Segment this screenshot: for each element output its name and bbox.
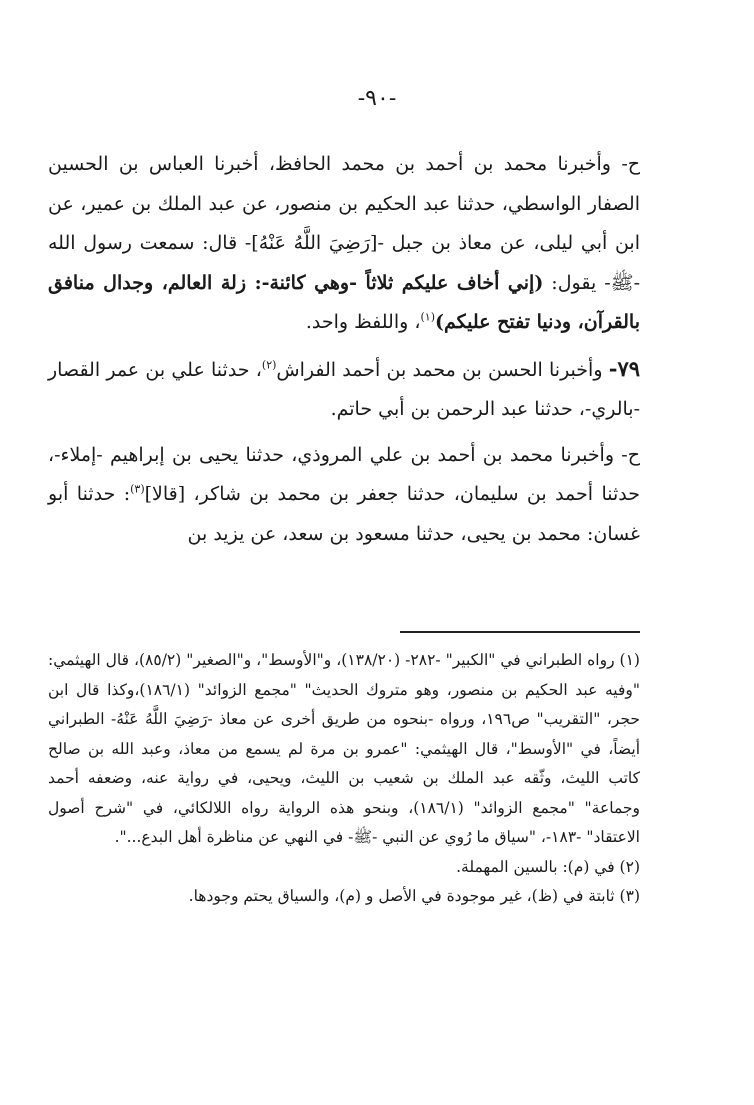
hadith-number: ٧٩-: [608, 355, 640, 381]
footnote-1: (١) رواه الطبراني في "الكبير" -٢٨٢- (١٣٨/٢٠)، و"الأوسط"، و"الصغير" (٨٥/٢)، قال الهيثمي: "وفيه عبد الحكيم بن منصور، وهو متروك الحديث" "مجمع الزوائد" (١٨٦/١)،وكذا قال ابن حجر، "التقريب" ص١٩٦، ورواه -بنحوه من طريق أخرى عن معاذ -رَضِيَ اللَّهُ عَنْهُ- الطبراني أيضاً، في "الأوسط"، قال الهيثمي: "عمرو بن مرة لم يسمع من معاذ، وعبد الله بن صالح كاتب الليث، وثّقه عبد الملك بن شعيب بن الليث، ويحيى، في رواية عنه، وضعفه أحمد وجماعة" "مجمع الزوائد" (١٨٦/١)، وبنحو هذه الرواية رواه اللالكائي، في "شرح أصول الاعتقاد" -١٨٣-، "سياق ما رُوي عن النبي -ﷺ- في النهي عن مناظرة أهل البدع...".: [48, 651, 640, 846]
footnote-ref-1[interactable]: (١): [420, 310, 435, 324]
paragraph-1: [48, 145, 640, 343]
paragraph-1-end: ، واللفظ واحد.: [305, 311, 421, 333]
page-number: -٩٠-: [357, 86, 397, 111]
footnote-ref-2[interactable]: (٢): [261, 358, 277, 372]
footnote-2: (٢) في (م): بالسين المهملة.: [456, 857, 640, 876]
hadith-text: (إني أخاف عليكم ثلاثاً -وهي كائنة-: زلة العالم، وجدال منافق بالقرآن، ودنيا تفتح عليكم): [48, 271, 640, 333]
paragraph-2-text-b: ، حدثنا علي بن عمر القصار -بالري-، حدثنا عبد الرحمن بن أبي حاتم.: [48, 358, 640, 420]
paragraph-3-text-a: ح- وأخبرنا محمد بن أحمد بن علي المروذي، حدثنا يحيى بن إبراهيم -إملاء-، حدثنا أحمد بن سليمان، حدثنا جعفر بن محمد بن شاكر، [قالا]: [48, 443, 640, 505]
paragraph-3: [48, 436, 640, 555]
footnote-divider: [400, 631, 640, 633]
paragraph-1-text: ح- وأخبرنا محمد بن أحمد بن محمد الحافظ، أخبرنا العباس بن الحسين الصفار الواسطي، حدثنا عبد الحكيم بن منصور، عن عبد الملك بن عمير، عن ابن أبي ليلى، عن معاذ بن جبل -[رَضِيَ اللَّهُ عَنْهُ]- قال: سمعت رسول الله -ﷺ- يقول:: [48, 153, 641, 294]
footnotes: [48, 646, 640, 912]
footnote-3: (٣) ثابتة في (ظ)، غير موجودة في الأصل و (م)، والسياق يحتم وجودها.: [188, 887, 640, 905]
paragraph-2-text-a: وأخبرنا الحسن بن محمد بن أحمد الفراش: [276, 358, 609, 381]
footnote-ref-3[interactable]: (٣): [130, 482, 145, 496]
main-text: [48, 145, 640, 560]
paragraph-3-text-b: : حدثنا أبو غسان: محمد بن يحيى، حدثنا مسعود بن سعد، عن يزيد بن: [48, 483, 640, 545]
paragraph-2: [48, 349, 640, 430]
